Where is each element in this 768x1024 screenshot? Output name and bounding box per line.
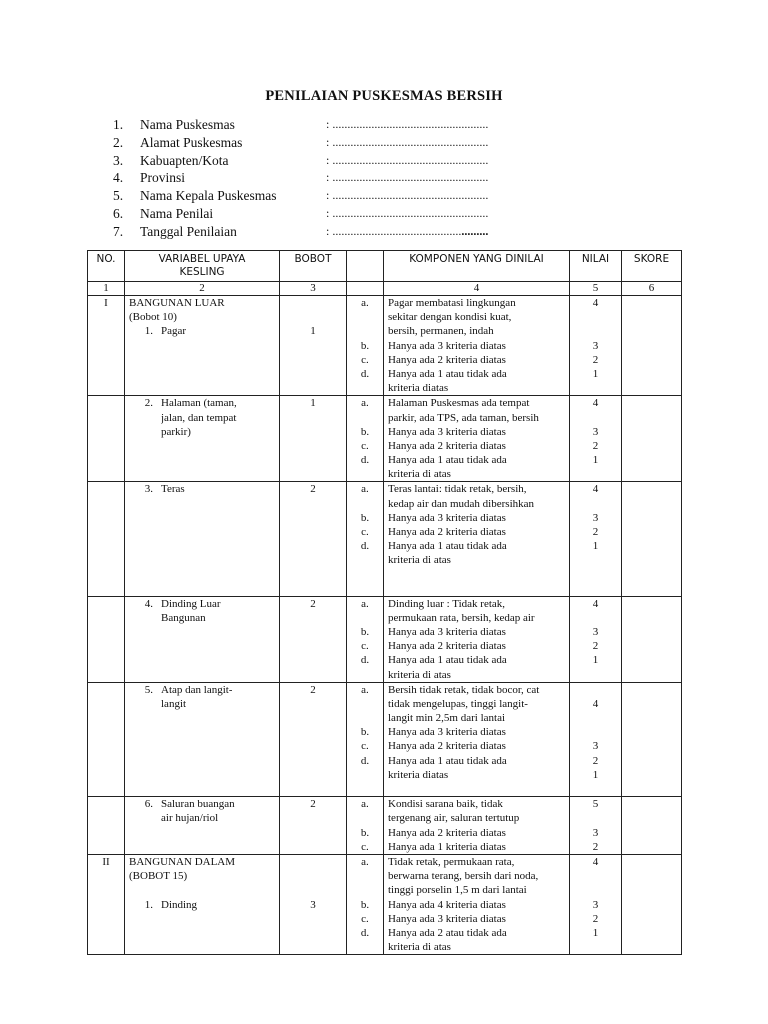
variable-number: 1. — [144, 325, 153, 338]
field-label: Provinsi — [140, 170, 186, 186]
nilai-value: 3 — [592, 425, 599, 438]
component-text-line: Hanya ada 1 atau tidak ada — [388, 367, 507, 380]
letter-cell — [347, 296, 384, 396]
component-text-line: kriteria di atas — [388, 668, 451, 681]
component-letter: c. — [361, 640, 369, 653]
component-text-line: Hanya ada 3 kriteria diatas — [388, 912, 506, 925]
component-text-line: Hanya ada 2 kriteria diatas — [388, 740, 506, 753]
field-value-dots: : ........................................... — [326, 223, 462, 238]
field-value-dots-bold: ......... — [461, 223, 489, 238]
variable-name — [129, 898, 279, 912]
variable-number: 6. — [144, 798, 153, 811]
component-text-line: sekitar dengan kondisi kuat, — [388, 311, 512, 324]
component-letter: a. — [361, 683, 369, 696]
row-number-cell — [88, 396, 125, 482]
nilai-value: 3 — [592, 826, 599, 839]
header-komponen: KOMPONEN YANG DINILAI — [384, 251, 570, 282]
variable-cell — [125, 854, 280, 954]
component-letter: c. — [361, 740, 369, 753]
component-letter: d. — [360, 540, 370, 553]
assessment-table — [87, 250, 682, 955]
nilai-value: 3 — [592, 511, 599, 524]
component-text-line: kriteria di atas — [388, 554, 451, 567]
variable-label — [161, 396, 237, 439]
component-text-line: Hanya ada 1 kriteria diatas — [388, 840, 506, 853]
component-text-line: Dinding luar : Tidak retak, — [388, 597, 506, 610]
bobot-cell — [280, 854, 347, 954]
variable-number: 1. — [144, 898, 153, 911]
component-letter: a. — [361, 798, 369, 811]
nilai-value: 2 — [592, 840, 599, 853]
bobot-cell — [280, 682, 347, 797]
index-cell — [347, 282, 384, 296]
component-letter: d. — [360, 654, 370, 667]
table-row — [88, 682, 682, 797]
skore-cell[interactable] — [622, 596, 682, 682]
component-text-line: tergenang air, saluran tertutup — [388, 812, 520, 825]
group-heading: BANGUNAN LUAR — [129, 297, 225, 309]
field-value[interactable] — [326, 169, 488, 187]
nilai-cell — [570, 482, 622, 596]
component-text-line: Hanya ada 3 kriteria diatas — [388, 625, 506, 638]
header-nilai: NILAI — [570, 251, 622, 282]
bobot-value: 1 — [310, 397, 316, 410]
skore-cell[interactable] — [622, 296, 682, 396]
field-label: Alamat Puskesmas — [140, 134, 243, 150]
variable-name — [129, 482, 279, 496]
component-text-line: Hanya ada 1 atau tidak ada — [388, 754, 507, 767]
component-letter: b. — [360, 726, 370, 739]
component-text-line: Hanya ada 2 kriteria diatas — [388, 826, 506, 839]
field-row — [113, 205, 573, 223]
field-value[interactable] — [326, 116, 488, 134]
field-row — [113, 134, 573, 152]
header-no: NO. — [88, 251, 125, 282]
index-cell: 6 — [622, 282, 682, 296]
component-letter: b. — [360, 425, 370, 438]
header-bobot: BOBOT — [280, 251, 347, 282]
field-number: 5. — [113, 188, 124, 204]
component-letter: c. — [361, 526, 369, 538]
nilai-cell — [570, 797, 622, 855]
variable-cell — [125, 682, 280, 797]
component-letter: a. — [361, 597, 369, 610]
field-value-dots: : .................................................... — [326, 117, 489, 131]
variable-label-line: Atap dan langit- — [161, 683, 233, 696]
field-value[interactable] — [326, 223, 488, 241]
component-text-line: Hanya ada 2 kriteria diatas — [388, 353, 506, 366]
skore-cell[interactable] — [622, 797, 682, 855]
document-title: PENILAIAN PUSKESMAS BERSIH — [265, 88, 503, 104]
table-header-row — [88, 251, 682, 282]
field-label: Nama Puskesmas — [140, 117, 235, 132]
variable-number: 2. — [144, 397, 153, 410]
component-cell — [384, 296, 570, 396]
component-text-line: berwarna terang, bersih dari noda, — [388, 870, 539, 883]
letter-cell — [347, 682, 384, 797]
header-skore: SKORE — [622, 251, 682, 282]
variable-label — [161, 797, 235, 825]
component-text-line: Pagar membatasi lingkungan — [388, 297, 516, 309]
field-label: Tanggal Penilaian — [140, 223, 237, 239]
component-text-line: tinggi porselin 1,5 m dari lantai — [388, 884, 527, 897]
variable-number: 4. — [144, 597, 153, 610]
variable-name — [129, 683, 279, 711]
component-text-line: Hanya ada 2 kriteria diatas — [388, 640, 506, 653]
component-text-line: kedap air dan mudah dibersihkan — [388, 497, 535, 510]
component-text-line: Hanya ada 2 kriteria diatas — [388, 439, 506, 452]
skore-cell[interactable] — [622, 854, 682, 954]
field-number: 7. — [113, 223, 124, 239]
variable-number: 3. — [144, 483, 153, 496]
nilai-value: 1 — [592, 926, 599, 939]
component-text-line: kriteria di atas — [388, 468, 451, 481]
component-text-line: parkir, ada TPS, ada taman, bersih — [388, 411, 539, 424]
letter-cell — [347, 396, 384, 482]
nilai-value: 5 — [592, 798, 599, 811]
component-text-line: bersih, permanen, indah — [388, 325, 494, 338]
component-text-line: tidak mengelupas, tinggi langit- — [388, 697, 528, 710]
bobot-value: 3 — [310, 898, 316, 911]
component-text-line: Hanya ada 2 atau tidak ada — [388, 926, 507, 939]
component-cell — [384, 596, 570, 682]
group-subheading: (Bobot 10) — [129, 311, 177, 324]
nilai-value: 2 — [592, 640, 599, 653]
variable-label-line: Dinding — [161, 898, 198, 911]
index-cell: 2 — [125, 282, 280, 296]
component-text-line: kriteria di atas — [388, 941, 451, 954]
component-text-line: Kondisi sarana baik, tidak — [388, 798, 503, 811]
nilai-value: 3 — [592, 898, 599, 911]
component-text-line: Halaman Puskesmas ada tempat — [388, 397, 530, 410]
component-letter: c. — [361, 439, 369, 452]
skore-cell[interactable] — [622, 396, 682, 482]
index-cell: 3 — [280, 282, 347, 296]
bobot-cell — [280, 596, 347, 682]
field-value[interactable] — [326, 152, 488, 170]
variable-label-line: air hujan/riol — [161, 812, 219, 825]
component-letter: b. — [360, 339, 370, 352]
nilai-value: 4 — [592, 597, 599, 610]
field-label: Nama Penilai — [140, 205, 214, 221]
field-value[interactable] — [326, 187, 488, 205]
field-row — [113, 152, 573, 170]
field-number: 4. — [113, 170, 124, 186]
column-index-row — [88, 282, 682, 296]
variable-label-line: Dinding Luar — [161, 597, 221, 610]
nilai-value: 2 — [592, 526, 599, 538]
nilai-cell — [570, 296, 622, 396]
component-letter: b. — [360, 898, 370, 911]
field-value-dots: : .................................................... — [326, 188, 489, 203]
variable-name — [129, 324, 279, 338]
nilai-value: 4 — [592, 697, 599, 710]
field-value-dots: : .................................................... — [326, 152, 489, 167]
bobot-value: 2 — [310, 683, 316, 696]
field-value-dots: : .................................................... — [326, 134, 489, 149]
component-letter: b. — [360, 511, 370, 524]
variable-cell — [125, 797, 280, 855]
component-text-line: langit min 2,5m dari lantai — [388, 712, 506, 725]
component-text-line: Teras lantai: tidak retak, bersih, — [388, 483, 527, 496]
nilai-value: 2 — [592, 439, 599, 452]
variable-cell — [125, 596, 280, 682]
component-text-line: Tidak retak, permukaan rata, — [388, 855, 515, 868]
variable-name — [129, 597, 279, 625]
variable-label-line: Halaman (taman, — [161, 397, 237, 410]
field-row — [113, 187, 573, 205]
skore-cell[interactable] — [622, 682, 682, 797]
identity-fields — [113, 116, 573, 241]
nilai-value: 3 — [592, 625, 599, 638]
variable-label-line: Saluran buangan — [161, 798, 235, 811]
group-subheading: (BOBOT 15) — [129, 870, 188, 883]
index-cell: 5 — [570, 282, 622, 296]
index-cell: 4 — [384, 282, 570, 296]
component-cell — [384, 854, 570, 954]
nilai-value: 1 — [592, 454, 599, 467]
row-number-cell — [88, 682, 125, 797]
bobot-cell — [280, 296, 347, 396]
component-letter: c. — [361, 353, 369, 366]
nilai-value: 1 — [592, 654, 599, 667]
row-number-cell — [88, 854, 125, 954]
header-letter — [347, 251, 384, 282]
table-row — [88, 296, 682, 396]
table-row — [88, 482, 682, 596]
component-cell — [384, 396, 570, 482]
component-letter: d. — [360, 454, 370, 467]
nilai-value: 1 — [592, 367, 599, 380]
letter-cell — [347, 596, 384, 682]
row-number-cell — [88, 797, 125, 855]
component-letter: b. — [360, 826, 370, 839]
nilai-cell — [570, 596, 622, 682]
component-letter: a. — [361, 483, 369, 496]
component-cell — [384, 682, 570, 797]
table-row — [88, 596, 682, 682]
table-row — [88, 797, 682, 855]
variable-label-line: Bangunan — [161, 611, 206, 624]
component-text-line: kriteria diatas — [388, 382, 449, 395]
letter-cell — [347, 797, 384, 855]
nilai-value: 4 — [592, 855, 599, 868]
field-number: 2. — [113, 134, 124, 150]
variable-label — [161, 482, 185, 496]
variable-cell — [125, 396, 280, 482]
variable-label-line: Pagar — [161, 325, 187, 338]
variable-cell — [125, 482, 280, 596]
variable-label-line: Teras — [161, 483, 185, 496]
variable-label — [161, 324, 186, 338]
component-letter: a. — [361, 855, 369, 868]
component-text-line: Hanya ada 1 atau tidak ada — [388, 454, 507, 467]
component-text-line: kriteria diatas — [388, 768, 449, 781]
variable-label-line: langit — [161, 697, 187, 710]
variable-name — [129, 797, 279, 825]
component-letter: a. — [361, 297, 369, 309]
component-text-line: Hanya ada 3 kriteria diatas — [388, 425, 506, 438]
field-row — [113, 116, 573, 134]
nilai-value: 4 — [592, 397, 599, 410]
field-value[interactable] — [326, 205, 488, 223]
group-number: II — [102, 855, 110, 868]
nilai-value: 3 — [592, 740, 599, 753]
nilai-value: 1 — [592, 768, 599, 781]
component-text-line: Hanya ada 1 atau tidak ada — [388, 540, 507, 553]
variable-number: 5. — [144, 683, 153, 696]
nilai-value: 2 — [592, 353, 599, 366]
component-text-line: Hanya ada 4 kriteria diatas — [388, 898, 506, 911]
variable-label-line: jalan, dan tempat — [161, 411, 237, 424]
component-text-line: Hanya ada 1 atau tidak ada — [388, 654, 507, 667]
variable-name — [129, 396, 279, 439]
component-cell — [384, 482, 570, 596]
component-letter: d. — [360, 754, 370, 767]
variable-cell — [125, 296, 280, 396]
component-letter: d. — [360, 367, 370, 380]
row-number-cell — [88, 482, 125, 596]
component-text-line: Hanya ada 3 kriteria diatas — [388, 339, 506, 352]
index-cell: 1 — [88, 282, 125, 296]
nilai-cell — [570, 396, 622, 482]
bobot-cell — [280, 396, 347, 482]
nilai-value: 1 — [592, 540, 599, 553]
nilai-value: 2 — [592, 912, 599, 925]
table-row — [88, 396, 682, 482]
bobot-value: 1 — [310, 325, 316, 338]
field-number: 1. — [113, 117, 124, 132]
group-number: I — [104, 297, 108, 309]
variable-label — [161, 597, 221, 625]
component-text-line: Hanya ada 3 kriteria diatas — [388, 726, 506, 739]
row-number-cell — [88, 596, 125, 682]
bobot-value: 2 — [310, 798, 316, 811]
field-number: 3. — [113, 152, 124, 168]
bobot-value: 2 — [310, 597, 316, 610]
nilai-cell — [570, 854, 622, 954]
component-text-line: permukaan rata, bersih, kedap air — [388, 611, 535, 624]
letter-cell — [347, 482, 384, 596]
table-row — [88, 854, 682, 954]
header-variabel: VARIABEL UPAYA KESLING — [125, 251, 280, 282]
component-text-line: Hanya ada 3 kriteria diatas — [388, 511, 506, 524]
variable-label — [161, 683, 232, 711]
component-cell — [384, 797, 570, 855]
bobot-value: 2 — [310, 483, 316, 496]
field-label: Nama Kepala Puskesmas — [140, 188, 277, 204]
nilai-value: 2 — [592, 754, 599, 767]
component-letter: b. — [360, 625, 370, 638]
nilai-value: 4 — [592, 297, 599, 309]
letter-cell — [347, 854, 384, 954]
skore-cell[interactable] — [622, 482, 682, 596]
group-heading: BANGUNAN DALAM — [129, 855, 236, 868]
component-letter: a. — [361, 397, 369, 410]
field-number: 6. — [113, 205, 124, 221]
variable-label-line: parkir) — [161, 425, 191, 438]
row-number-cell — [88, 296, 125, 396]
field-value-dots: : .................................................... — [326, 205, 489, 220]
field-value[interactable] — [326, 134, 488, 152]
bobot-cell — [280, 482, 347, 596]
component-letter: d. — [360, 926, 370, 939]
component-text-line: Bersih tidak retak, tidak bocor, cat — [388, 683, 540, 696]
bobot-cell — [280, 797, 347, 855]
component-letter: c. — [361, 912, 369, 925]
component-text-line: Hanya ada 2 kriteria diatas — [388, 526, 506, 538]
field-row — [113, 223, 573, 241]
field-row — [113, 169, 573, 187]
component-letter: c. — [361, 840, 369, 853]
field-label: Kabuapten/Kota — [140, 152, 229, 168]
field-value-dots: : .................................................... — [326, 170, 489, 185]
nilai-value: 3 — [592, 339, 599, 352]
variable-label — [161, 898, 197, 912]
nilai-value: 4 — [592, 483, 599, 496]
nilai-cell — [570, 682, 622, 797]
